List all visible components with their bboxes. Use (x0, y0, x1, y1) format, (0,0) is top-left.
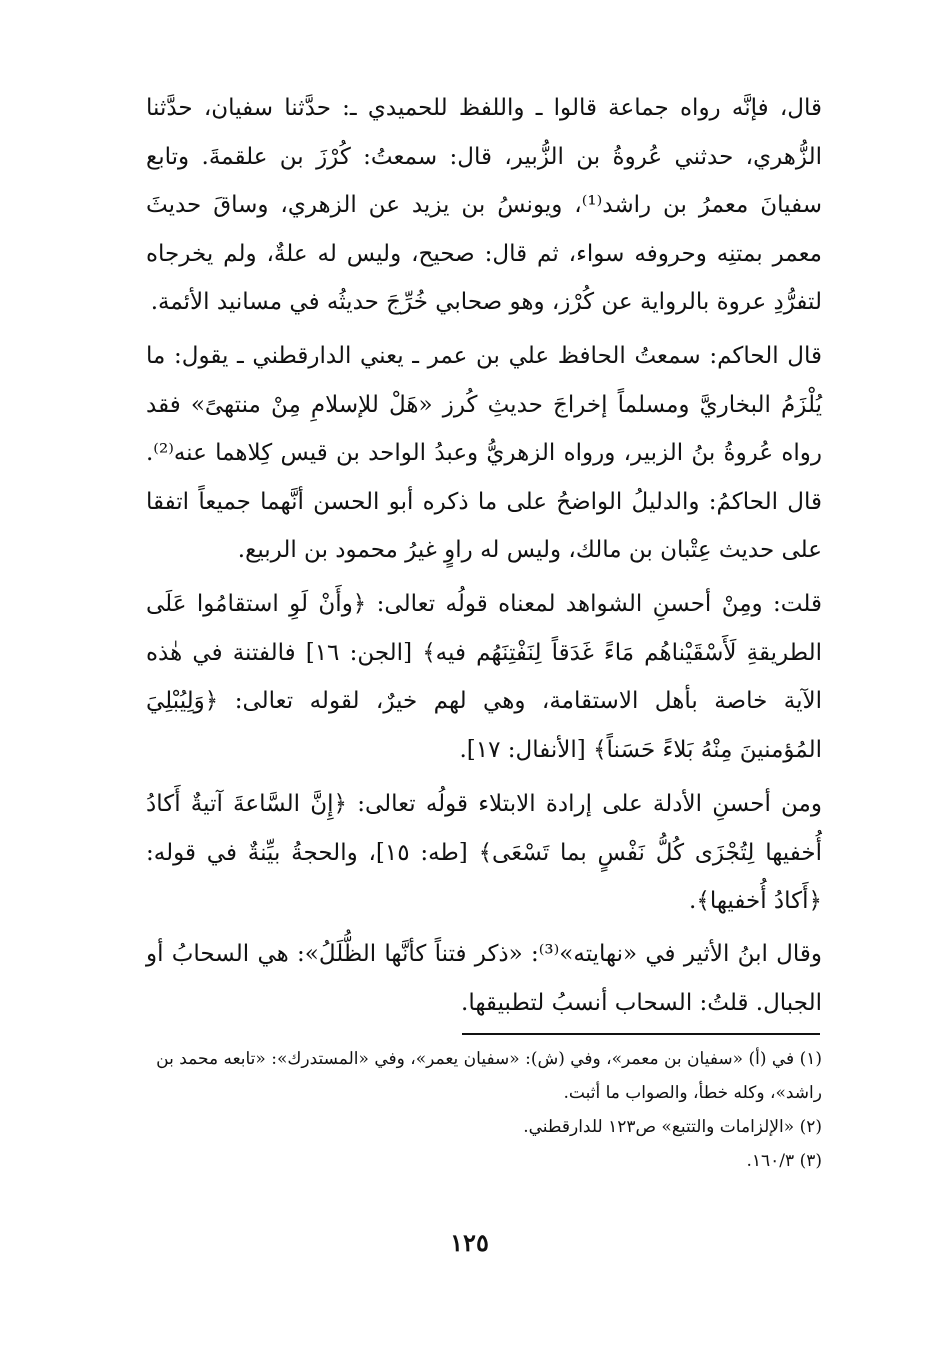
paragraph-3: قلت: ومِنْ أحسنِ الشواهد لمعناه قولُه تعالى: ﴿وأَنْ لَوِ استقامُوا عَلَى الطريقةِ لَأَسْقَيْناهُم مَاءً غَدَقاً لِنَفْتِنَهُم فيه﴾ [الجن: ١٦] فالفتنة في هٰذه الآية خاصة بأهل الاستقامة، وهي لهم خيرٌ، لقوله تعالى: ﴿وَلِيُبْلِيَ المُؤمنينَ مِنْهُ بَلاءً حَسَناً﴾ [الأنفال: ١٧]. (146, 591, 822, 763)
footnotes (146, 1042, 822, 1178)
footnote-2: (٢) «الإلزامات والتتبع» ص١٢٣ للدارقطني. (523, 1117, 822, 1137)
page-number: ١٢٥ (450, 1228, 489, 1257)
footnote-3: (٣) ١٦٠/٣. (746, 1151, 822, 1171)
paragraph-2: قال الحاكم: سمعتُ الحافظ علي بن عمر ـ يعني الدارقطني ـ يقول: ما يُلْزَمُ البخاريَّ ومسلماً إخراجَ حديثِ كُرز «هَلْ للإسلامِ مِنْ منتهىً» فقد رواه عُروةُ بنُ الزبير، ورواه الزهريُّ وعبدُ الواحد بن قيس كِلاهما عنه⁽²⁾. قال الحاكمُ: والدليلُ الواضحُ على ما ذكره أبو الحسن أنَّهما جميعاً اتفقا على حديث عِتْبان بن مالك، وليس له راوٍ غيرُ محمود بن الربيع. (146, 343, 823, 563)
footnote-separator (462, 1033, 820, 1035)
footnote-1: (١) في (أ) «سفيان بن معمر»، وفي (ش): «سفيان يعمر»، وفي «المستدرك»: «تابعه محمد بن راشد»، وكله خطأ، والصواب ما أثبت. (156, 1049, 822, 1103)
paragraph-1: قال، فإنَّه رواه جماعة قالوا ـ واللفظ للحميدي ـ: حدَّثنا سفيان، حدَّثنا الزُّهري، حدثني عُروةُ بن الزُّبير، قال: سمعتُ: كُرْزَ بن علقمةَ. وتابع سفيانَ معمرُ بن راشد⁽¹⁾، ويونسُ بن يزيد عن الزهري، وساقَ حديثَ معمر بمتنِه وحروفه سواء، ثم قال: صحيح، وليس له علةٌ، ولم يخرجاه لتفرُّدِ عروة بالرواية عن كُرْز، وهو صحابي خُرِّجَ حديثُه في مسانيد الأئمة. (146, 95, 822, 315)
paragraph-5: وقال ابنُ الأثير في «نهايته»⁽³⁾: «ذكر فتناً كأنَّها الظُّلَلُ»: هي السحابُ أو الجبال. قلتُ: السحاب أنسبُ لتطبيقها. (146, 941, 823, 1016)
paragraph-4: ومن أحسنِ الأدلة على إرادة الابتلاء قولُه تعالى: ﴿إِنَّ السَّاعةَ آتيةٌ أَكادُ أُخفيها لِتُجْزَى كُلُّ نَفْسٍ بما تَسْعَى﴾ [طه: ١٥]، والحجةُ بيِّنةٌ في قوله: ﴿أَكادُ أُخفيها﴾. (146, 791, 822, 914)
